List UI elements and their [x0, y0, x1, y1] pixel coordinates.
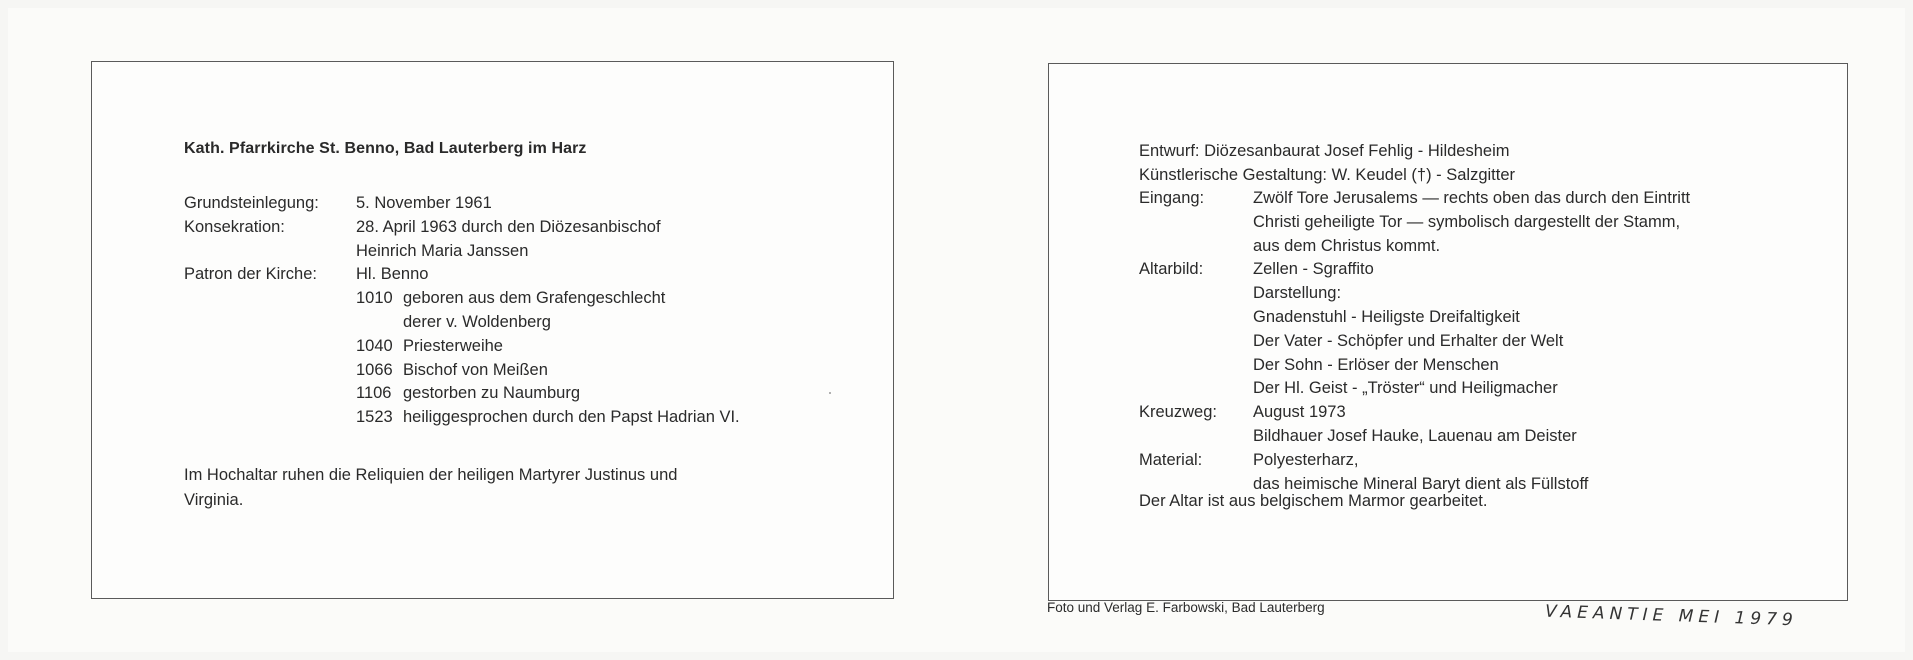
entry-row	[1139, 377, 1690, 401]
fact-row	[184, 216, 740, 240]
entry-label: Altarbild:	[1139, 260, 1204, 279]
timeline-row	[184, 382, 740, 406]
art-credit: Künstlerische Gestaltung: W. Keudel (†) - Salzgitter	[1139, 165, 1516, 184]
entry-row	[1139, 401, 1690, 425]
church-history-panel	[91, 61, 894, 599]
entry-row	[1139, 282, 1690, 306]
postcard-sheet	[8, 8, 1905, 652]
entry-value: Christi geheiligte Tor — symbolisch dargestellt der Stamm,	[1253, 212, 1681, 231]
publisher-credit: Foto und Verlag E. Farbowski, Bad Lauterberg	[1047, 600, 1325, 615]
entry-label	[1139, 425, 1253, 449]
entry-value: Bildhauer Josef Hauke, Lauenau am Deister	[1253, 426, 1577, 445]
entry-value: August 1973	[1253, 403, 1346, 422]
entry-row	[1139, 330, 1690, 354]
art-entries	[1139, 187, 1690, 496]
altar-note: Der Altar ist aus belgischem Marmor gearbeitet.	[1139, 492, 1488, 510]
entry-value: Zwölf Tore Jerusalems — rechts oben das durch den Eintritt	[1253, 189, 1691, 207]
entry-row	[1139, 235, 1690, 259]
design-credit: Entwurf: Diözesanbaurat Josef Fehlig - Hildesheim	[1139, 142, 1510, 160]
entry-label	[1139, 330, 1253, 354]
fact-value: 28. April 1963 durch den Diözesanbischof	[356, 217, 661, 236]
fact-row	[184, 263, 740, 287]
entry-label	[1139, 235, 1253, 259]
timeline-text: Priesterweihe	[403, 336, 503, 355]
entry-row	[1139, 425, 1690, 449]
credits-block	[1139, 140, 1515, 188]
entry-row	[1139, 354, 1690, 378]
entry-row	[1139, 306, 1690, 330]
entry-value: Der Sohn - Erlöser der Menschen	[1253, 355, 1499, 374]
timeline-text: heiliggesprochen durch den Papst Hadrian VI.	[403, 408, 740, 427]
church-title: Kath. Pfarrkirche St. Benno, Bad Lauterberg im Harz	[184, 140, 587, 157]
fact-row	[184, 240, 740, 264]
timeline-row	[184, 311, 740, 335]
entry-value: Zellen - Sgraffito	[1253, 260, 1374, 279]
church-art-panel	[1048, 63, 1848, 601]
fact-label: Konsekration:	[184, 217, 285, 236]
timeline-row	[184, 359, 740, 383]
timeline-text: gestorben zu Naumburg	[403, 384, 581, 403]
timeline-year: 1106	[356, 384, 392, 403]
entry-row	[1139, 211, 1690, 235]
entry-label: Eingang:	[1139, 189, 1205, 207]
entry-row	[1139, 449, 1690, 473]
relics-note	[184, 463, 804, 512]
fact-value: Heinrich Maria Janssen	[356, 241, 529, 260]
entry-row	[1139, 258, 1690, 282]
timeline-text: derer v. Woldenberg	[403, 312, 551, 331]
relics-note-line: Virginia.	[184, 490, 244, 509]
entry-value: aus dem Christus kommt.	[1253, 236, 1441, 255]
timeline-row	[184, 287, 740, 311]
timeline-text: Bischof von Meißen	[403, 360, 548, 379]
timeline-year: 1010	[356, 289, 393, 308]
timeline-year: 1040	[356, 336, 393, 355]
timeline-text: geboren aus dem Grafengeschlecht	[403, 289, 666, 308]
fact-value: 5. November 1961	[356, 194, 492, 212]
relics-note-line: Im Hochaltar ruhen die Reliquien der heiligen Martyrer Justinus und	[184, 466, 678, 484]
entry-label	[1139, 306, 1253, 330]
entry-value: Der Hl. Geist - „Tröster“ und Heiligmacher	[1253, 379, 1558, 398]
entry-label	[1139, 282, 1253, 306]
church-facts	[184, 192, 740, 430]
entry-label: Material:	[1139, 450, 1203, 469]
fact-label	[184, 240, 356, 264]
paper-speck	[829, 392, 831, 394]
fact-label: Grundsteinlegung:	[184, 194, 319, 212]
fact-row	[184, 192, 740, 216]
timeline-year: 1523	[356, 408, 393, 427]
entry-value: Der Vater - Schöpfer und Erhalter der Welt	[1253, 331, 1564, 350]
timeline-row	[184, 406, 740, 430]
entry-label	[1139, 377, 1253, 401]
timeline-year: 1066	[356, 360, 393, 379]
fact-label: Patron der Kirche:	[184, 265, 317, 284]
fact-value: Hl. Benno	[356, 265, 429, 284]
entry-row	[1139, 187, 1690, 211]
entry-value: das heimische Mineral Baryt dient als Füllstoff	[1253, 474, 1589, 493]
handwritten-note: VAEANTIE MEI 1979	[1544, 601, 1799, 631]
entry-label	[1139, 354, 1253, 378]
entry-value: Gnadenstuhl - Heiligste Dreifaltigkeit	[1253, 307, 1520, 326]
entry-value: Darstellung:	[1253, 284, 1342, 303]
entry-value: Polyesterharz,	[1253, 450, 1359, 469]
entry-label	[1139, 211, 1253, 235]
timeline-row	[184, 335, 740, 359]
entry-label: Kreuzweg:	[1139, 403, 1217, 422]
